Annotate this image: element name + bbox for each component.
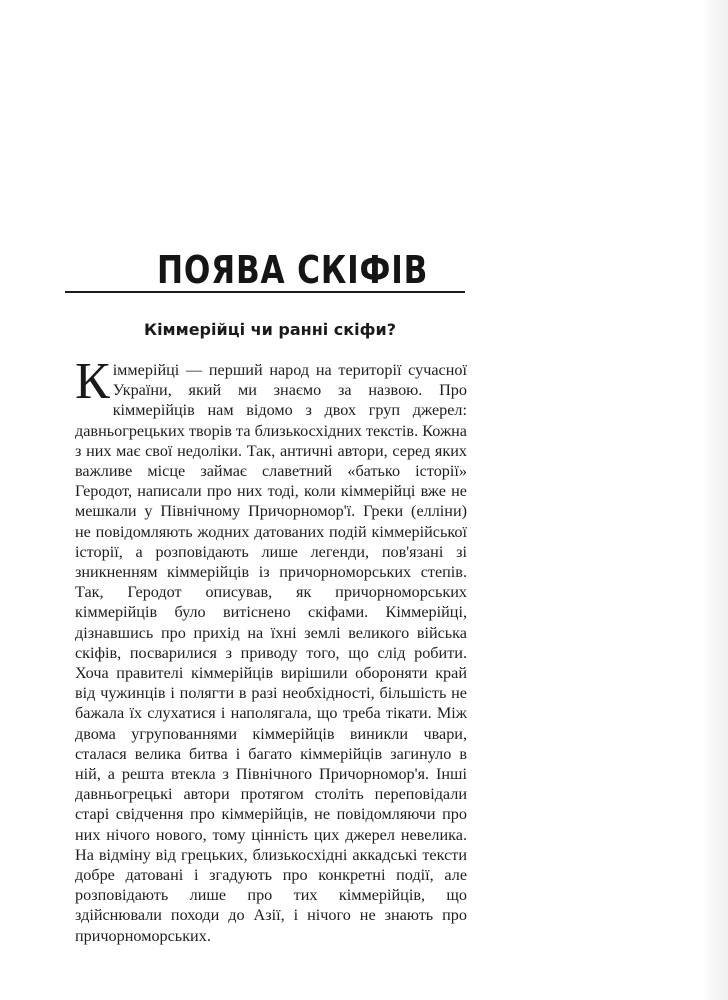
scan-edge-shadow <box>702 0 728 1000</box>
section-title: Кіммерійці чи ранні скіфи? <box>143 320 396 339</box>
body-paragraph <box>75 353 467 946</box>
drop-cap: К <box>75 353 110 410</box>
paragraph-text: іммерійці — перший народ на території сучасної України, який ми знаємо за назвою. Про кіммерійців нам відомо з двох груп джерел: давньогрецьких творів та близькосхідних текстів. Кожна з них має свої недоліки. Так, античні автори, серед яких важливе місце займає славетний «батько історії» Геродот, написали про них тоді, коли кіммерійці вже не мешкали у Північному Причорномор'ї. Греки (елліни) не повідомляють жодних датованих подій кіммерійської історії, а розповідають лише легенди, пов'язані зі зникненням кіммерійців із причорноморських степів. Так, Геродот описував, як причорноморських кіммерійців було витіснено скіфами. Кіммерійці, дізнавшись про прихід на їхні землі великого війська скіфів, посварилися з приводу того, що слід робити. Хоча правителі кіммерійців вирішили обороняти край від чужинців і полягти в разі необхідності, більшість не бажала їх слухатися і наполягала, що треба тікати. Між двома угрупованнями кіммерійців виникли чвари, сталася велика битва і багато кіммерійців загинуло в ній, а решта втекла з Північного Причорномор'я. Інші давньогрецькі автори протягом століть переповідали старі свідчення про кіммерійців, не повідомляючи про них нічого нового, тому цінність цих джерел невелика. На відміну від грецьких, близькосхідні аккадські тексти добре датовані і згадують про конкретні події, але розповідають лише про тих кіммерійців, що здійснювали походи до Азії, і нічого не знають про причорноморських. <box>75 361 467 945</box>
chapter-title: ПОЯВА СКІФІВ <box>156 248 429 292</box>
title-underline <box>65 291 465 293</box>
